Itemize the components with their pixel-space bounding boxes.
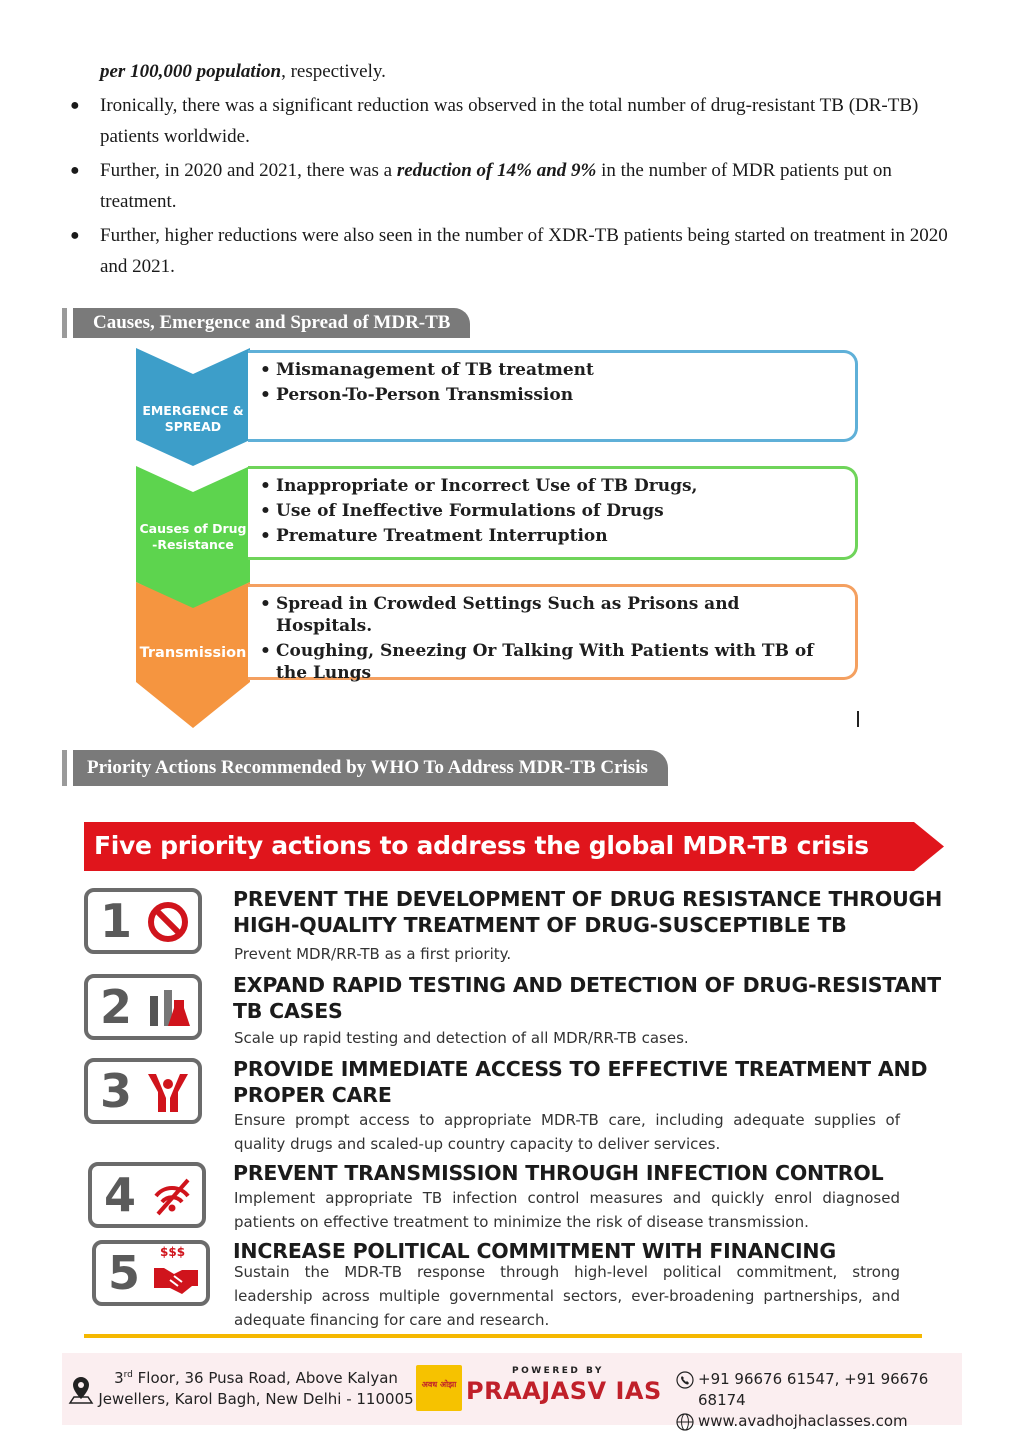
card-point: • Spread in Crowded Settings Such as Prisons and Hospitals. — [260, 593, 841, 637]
phone-icon — [676, 1371, 694, 1389]
bullet-item — [70, 90, 965, 152]
heading-accent-bar — [62, 750, 67, 786]
item-number: 1 — [100, 894, 133, 948]
card-point: • Coughing, Sneezing Or Talking With Patients with TB of the Lungs — [260, 640, 841, 684]
intro-text — [70, 56, 965, 282]
handshake-money-icon — [152, 1262, 200, 1296]
priority-banner — [84, 822, 944, 871]
bullet-text: Further, higher reductions were also seen in the number of XDR-TB patients being started on treatment in 2020 and 2021. — [100, 225, 948, 277]
item-heading: INCREASE POLITICAL COMMITMENT WITH FINANCING — [233, 1239, 836, 1263]
section-title: Priority Actions Recommended by WHO To Address MDR-TB Crisis — [73, 750, 668, 786]
bullet-icon: ● — [70, 162, 80, 179]
dollar-sign-text: $$$ — [160, 1245, 186, 1259]
chevron-emergence — [136, 348, 250, 470]
footer-contact — [676, 1369, 962, 1432]
text-cursor — [857, 711, 859, 727]
card-emergence — [248, 350, 858, 442]
brand-logo: अवध ओझा — [416, 1365, 462, 1411]
text-span: , respectively. — [281, 61, 386, 82]
number-badge — [84, 974, 202, 1040]
emphasis-text: per 100,000 population — [100, 61, 282, 82]
item-description: Ensure prompt access to appropriate MDR-TB care, including adequate supplies of quality drugs and scaled-up country capacity to deliver services. — [234, 1111, 900, 1153]
bullet-item — [70, 155, 965, 217]
item-number: 3 — [100, 1064, 133, 1118]
causes-diagram — [136, 348, 860, 733]
no-entry-icon — [144, 900, 192, 944]
phone-line: +91 96676 61547, +91 96676 68174 — [676, 1369, 962, 1411]
item-description: Sustain the MDR-TB response through high-level political commitment, strong leadership across multiple governmental sectors, ever-broadening partnerships, and adequate financing for care and research. — [234, 1263, 900, 1329]
globe-icon — [676, 1413, 694, 1431]
bullet-text: Ironically, there was a significant reduction was observed in the total number of drug-resistant TB (DR-TB) patients worldwide. — [100, 95, 919, 147]
item-description: Scale up rapid testing and detection of all MDR/RR-TB cases. — [234, 1029, 689, 1047]
card-point: • Inappropriate or Incorrect Use of TB Drugs, — [260, 475, 841, 497]
item-number: 4 — [104, 1168, 137, 1222]
bullet-text: in the number of MDR patients put on treatment. — [100, 160, 892, 212]
emphasis-text: reduction of 14% and 9% — [396, 160, 597, 181]
caring-hands-icon — [144, 1070, 192, 1114]
bullet-icon: ● — [70, 227, 80, 244]
item-heading: PROVIDE IMMEDIATE ACCESS TO EFFECTIVE TREATMENT AND PROPER CARE — [233, 1057, 928, 1107]
bullet-text: Further, in 2020 and 2021, there was a — [100, 160, 397, 181]
item-description: Prevent MDR/RR-TB as a first priority. — [234, 945, 512, 963]
card-causes — [248, 466, 858, 560]
bullet-icon: ● — [70, 97, 80, 114]
powered-by-label: POWERED BY — [512, 1366, 604, 1376]
page-footer — [62, 1353, 962, 1430]
section-heading-causes — [62, 308, 470, 338]
card-point: • Premature Treatment Interruption — [260, 525, 841, 547]
number-badge — [92, 1240, 210, 1306]
lab-flask-icon — [144, 986, 192, 1030]
website-line[interactable]: www.avadhojhaclasses.com — [676, 1411, 962, 1432]
card-point: • Mismanagement of TB treatment — [260, 359, 841, 381]
card-point: • Person-To-Person Transmission — [260, 384, 841, 406]
number-badge — [88, 1162, 206, 1228]
location-pin-icon — [68, 1375, 94, 1405]
item-heading: PREVENT THE DEVELOPMENT OF DRUG RESISTANCE THROUGH HIGH-QUALITY TREATMENT OF DRUG-SUSCEPTIBLE TB — [233, 887, 943, 937]
heading-accent-bar — [62, 308, 67, 338]
bullet-item — [70, 220, 965, 282]
number-badge — [84, 888, 202, 954]
chevron-label: EMERGENCE & SPREAD — [142, 403, 244, 434]
item-number: 5 — [108, 1246, 141, 1300]
item-heading: EXPAND RAPID TESTING AND DETECTION OF DRUG-RESISTANT TB CASES — [233, 973, 941, 1023]
no-transmission-icon — [148, 1174, 196, 1218]
chevron-transmission — [136, 582, 250, 730]
item-heading: PREVENT TRANSMISSION THROUGH INFECTION CONTROL — [233, 1161, 884, 1185]
item-description: Implement appropriate TB infection control measures and quickly enrol diagnosed patients on effective treatment to minimize the risk of disease transmission. — [234, 1189, 900, 1231]
section-heading-priority — [62, 750, 668, 786]
chevron-label: Transmission — [139, 645, 247, 661]
chevron-label: Causes of Drug -Resistance — [139, 521, 247, 552]
priority-banner-title: Five priority actions to address the global MDR-TB crisis — [94, 831, 869, 860]
yellow-divider — [84, 1334, 922, 1338]
number-badge — [84, 1058, 202, 1124]
continuation-line — [70, 56, 965, 87]
card-point: • Use of Ineffective Formulations of Drugs — [260, 500, 841, 522]
footer-address: 3rd Floor, 36 Pusa Road, Above Kalyan Jewellers, Karol Bagh, New Delhi - 110005 — [98, 1369, 414, 1408]
priority-actions-graphic — [84, 822, 946, 1342]
section-title: Causes, Emergence and Spread of MDR-TB — [73, 308, 470, 338]
brand-name: PRAAJASV IAS — [466, 1377, 662, 1405]
item-number: 2 — [100, 980, 133, 1034]
card-transmission — [248, 584, 858, 683]
